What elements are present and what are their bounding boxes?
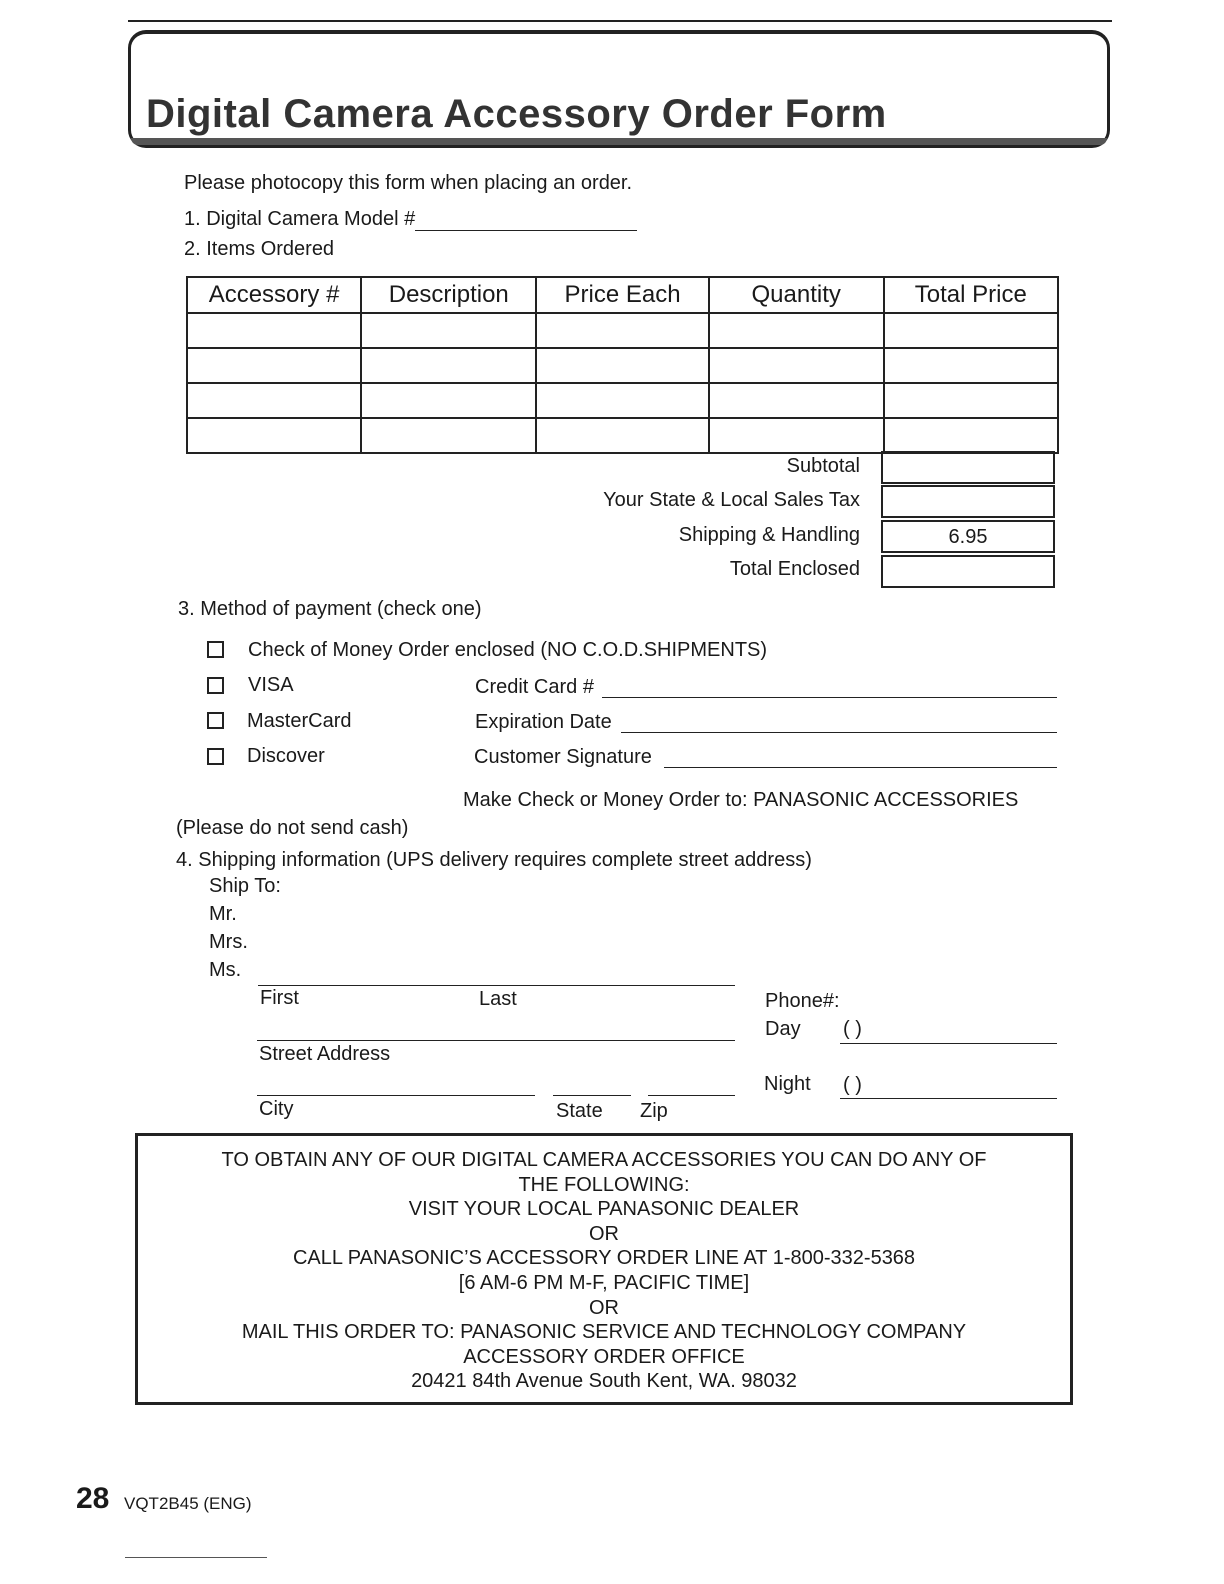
first-label: First bbox=[260, 987, 299, 1009]
credit-card-input[interactable] bbox=[602, 697, 1057, 698]
discover-checkbox[interactable] bbox=[207, 748, 224, 765]
info-line: MAIL THIS ORDER TO: PANASONIC SERVICE AND TECHNOLOGY COMPANY bbox=[241, 1321, 967, 1344]
info-line: 20421 84th Avenue South Kent, WA. 98032 bbox=[411, 1370, 797, 1393]
page-number: 28 bbox=[76, 1482, 110, 1515]
state-input[interactable] bbox=[553, 1095, 631, 1096]
city-label: City bbox=[259, 1098, 294, 1120]
header-accessory: Accessory # bbox=[187, 277, 361, 313]
signature-input[interactable] bbox=[664, 767, 1057, 768]
signature-label: Customer Signature bbox=[474, 746, 652, 768]
info-line: [6 AM-6 PM M-F, PACIFIC TIME] bbox=[458, 1271, 750, 1294]
header-total-price: Total Price bbox=[884, 277, 1058, 313]
mastercard-label: MasterCard bbox=[247, 710, 352, 732]
top-rule bbox=[128, 20, 1112, 22]
shipping-label: Shipping & Handling bbox=[678, 524, 860, 546]
info-line: VISIT YOUR LOCAL PANASONIC DEALER bbox=[408, 1198, 800, 1221]
expiration-label: Expiration Date bbox=[475, 711, 612, 733]
night-label: Night bbox=[764, 1073, 811, 1095]
night-phone-input[interactable] bbox=[840, 1098, 1057, 1099]
ship-to-label: Ship To: bbox=[209, 875, 281, 897]
discover-label: Discover bbox=[247, 745, 325, 767]
credit-card-label: Credit Card # bbox=[475, 676, 594, 698]
payment-heading: 3. Method of payment (check one) bbox=[178, 598, 482, 620]
subtotal-box[interactable] bbox=[881, 451, 1055, 484]
table-header-row bbox=[187, 277, 1058, 313]
day-label: Day bbox=[765, 1018, 801, 1040]
header-description: Description bbox=[361, 277, 536, 313]
items-table bbox=[186, 276, 1059, 454]
city-input[interactable] bbox=[257, 1095, 535, 1096]
zip-label: Zip bbox=[640, 1100, 668, 1122]
night-area-code: ( ) bbox=[843, 1074, 862, 1096]
intro-text: Please photocopy this form when placing an order. bbox=[184, 172, 633, 194]
zip-input[interactable] bbox=[648, 1095, 735, 1096]
mrs-label: Mrs. bbox=[209, 931, 248, 953]
info-line: THE FOLLOWING: bbox=[518, 1173, 690, 1196]
visa-checkbox[interactable] bbox=[207, 677, 224, 694]
info-line: OR bbox=[589, 1222, 619, 1245]
state-label: State bbox=[556, 1100, 603, 1122]
visa-label: VISA bbox=[248, 674, 294, 696]
no-cash-text: (Please do not send cash) bbox=[176, 817, 409, 839]
info-line: OR bbox=[589, 1296, 619, 1319]
model-input[interactable] bbox=[415, 208, 637, 231]
document-code: VQT2B45 (ENG) bbox=[124, 1494, 252, 1513]
subtotal-label: Subtotal bbox=[786, 455, 860, 477]
model-field bbox=[184, 208, 637, 231]
make-check-text: Make Check or Money Order to: PANASONIC ACCESSORIES bbox=[463, 789, 1019, 811]
bottom-rule bbox=[125, 1557, 267, 1558]
street-label: Street Address bbox=[259, 1043, 391, 1065]
check-checkbox[interactable] bbox=[207, 641, 224, 658]
page-title: Digital Camera Accessory Order Form bbox=[146, 92, 887, 136]
day-phone-input[interactable] bbox=[840, 1043, 1057, 1044]
info-line: TO OBTAIN ANY OF OUR DIGITAL CAMERA ACCESSORIES YOU CAN DO ANY OF bbox=[221, 1149, 987, 1171]
tax-label: Your State & Local Sales Tax bbox=[603, 489, 860, 511]
total-box[interactable] bbox=[881, 555, 1055, 588]
mr-label: Mr. bbox=[209, 903, 237, 925]
last-label: Last bbox=[479, 988, 517, 1010]
table-row bbox=[187, 348, 1058, 383]
table-row bbox=[187, 313, 1058, 348]
info-line: CALL PANASONIC’S ACCESSORY ORDER LINE AT 1-800-332-5368 bbox=[292, 1247, 916, 1270]
day-area-code: ( ) bbox=[843, 1018, 862, 1040]
check-option-label: Check of Money Order enclosed (NO C.O.D.SHIPMENTS) bbox=[248, 639, 768, 661]
shipping-heading: 4. Shipping information (UPS delivery requires complete street address) bbox=[176, 849, 812, 871]
info-line: ACCESSORY ORDER OFFICE bbox=[463, 1345, 745, 1368]
expiration-input[interactable] bbox=[621, 732, 1057, 733]
name-input[interactable] bbox=[258, 985, 735, 986]
mastercard-checkbox[interactable] bbox=[207, 712, 224, 729]
model-label: 1. Digital Camera Model # bbox=[184, 208, 416, 230]
header-price-each: Price Each bbox=[536, 277, 708, 313]
table-row bbox=[187, 418, 1058, 453]
items-label: 2. Items Ordered bbox=[184, 238, 335, 260]
street-input[interactable] bbox=[257, 1040, 735, 1041]
phone-label: Phone#: bbox=[765, 990, 840, 1012]
total-label: Total Enclosed bbox=[729, 558, 860, 580]
shipping-box: 6.95 bbox=[881, 520, 1055, 553]
tax-box[interactable] bbox=[881, 485, 1055, 518]
header-quantity: Quantity bbox=[709, 277, 884, 313]
ms-label: Ms. bbox=[209, 959, 242, 981]
table-row bbox=[187, 383, 1058, 418]
ordering-info-box bbox=[135, 1133, 1073, 1405]
